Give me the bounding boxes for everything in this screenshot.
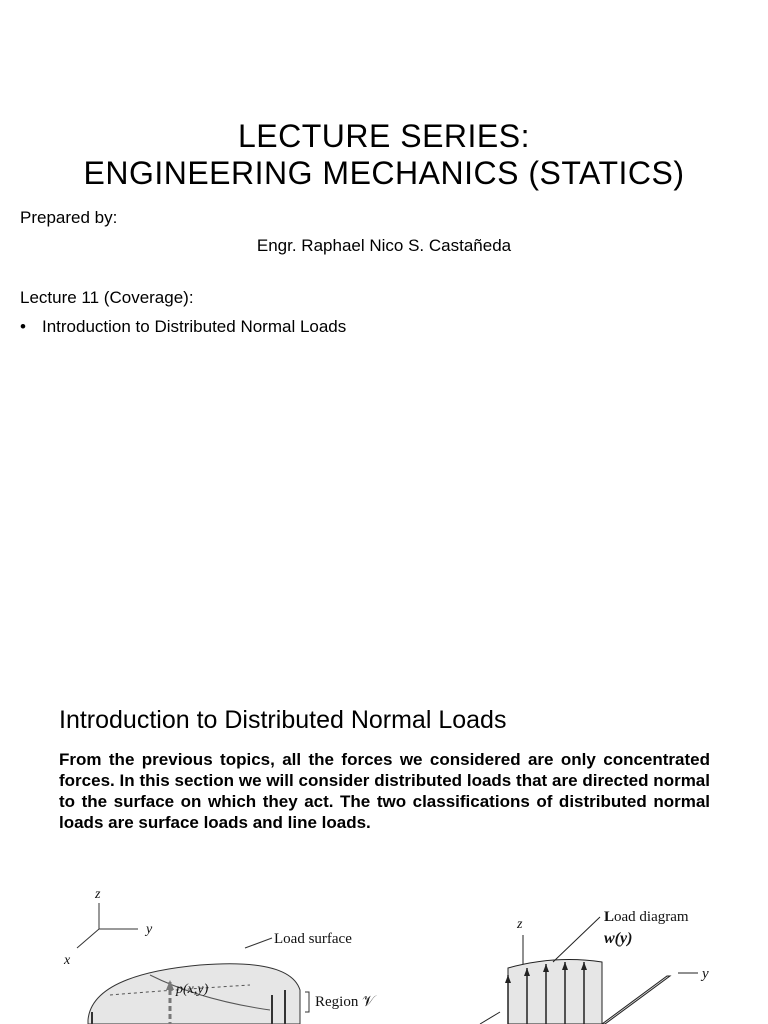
prepared-by-label: Prepared by: — [20, 208, 118, 227]
axis-y-label-right: y — [702, 966, 709, 982]
bullet-icon: • — [20, 317, 26, 336]
section-heading: Introduction to Distributed Normal Loads — [59, 706, 507, 734]
region-label: Region 𝒱 — [315, 994, 375, 1010]
axis-y-label-left: y — [146, 922, 153, 937]
coverage-item — [20, 317, 346, 337]
axis-x-label-left: x — [64, 953, 71, 968]
x-axis-stub-right — [480, 1012, 500, 1024]
axis-z-label-left: z — [95, 887, 101, 902]
distributed-load-figures — [0, 870, 768, 1024]
load-diagram-leader — [553, 917, 600, 962]
intro-paragraph: From the previous topics, all the forces we considered are only concentrated forces. In this section we will consider distributed loads that are directed normal to the surface on which they act. The two classifications of distributed normal loads are surface loads and line loads. — [59, 750, 710, 832]
load-diagram-initial: L — [604, 909, 615, 925]
beam-strip — [602, 976, 670, 1024]
x-axis-line — [77, 929, 99, 948]
author-name: Engr. Raphael Nico S. Castañeda — [256, 236, 512, 255]
coverage-label: Lecture 11 (Coverage): — [20, 288, 194, 307]
course-title: ENGINEERING MECHANICS (STATICS) — [83, 155, 685, 191]
load-diagram-rest: oad diagram — [614, 909, 689, 925]
load-diagram-shape — [508, 960, 602, 1024]
line-load-figure — [480, 917, 698, 1024]
lecture-series-title: LECTURE SERIES: — [237, 118, 530, 154]
coverage-item-text: Introduction to Distributed Normal Loads — [42, 317, 347, 336]
load-function-label: w(y) — [604, 930, 633, 947]
load-diagram-label — [604, 909, 689, 925]
load-surface-leader — [245, 938, 272, 948]
region-bracket — [305, 992, 309, 1012]
surface-load-figure — [77, 903, 309, 1024]
axis-z-label-right: z — [517, 917, 523, 932]
load-surface-label: Load surface — [274, 931, 352, 947]
pressure-label: p(x,y) — [176, 982, 209, 997]
